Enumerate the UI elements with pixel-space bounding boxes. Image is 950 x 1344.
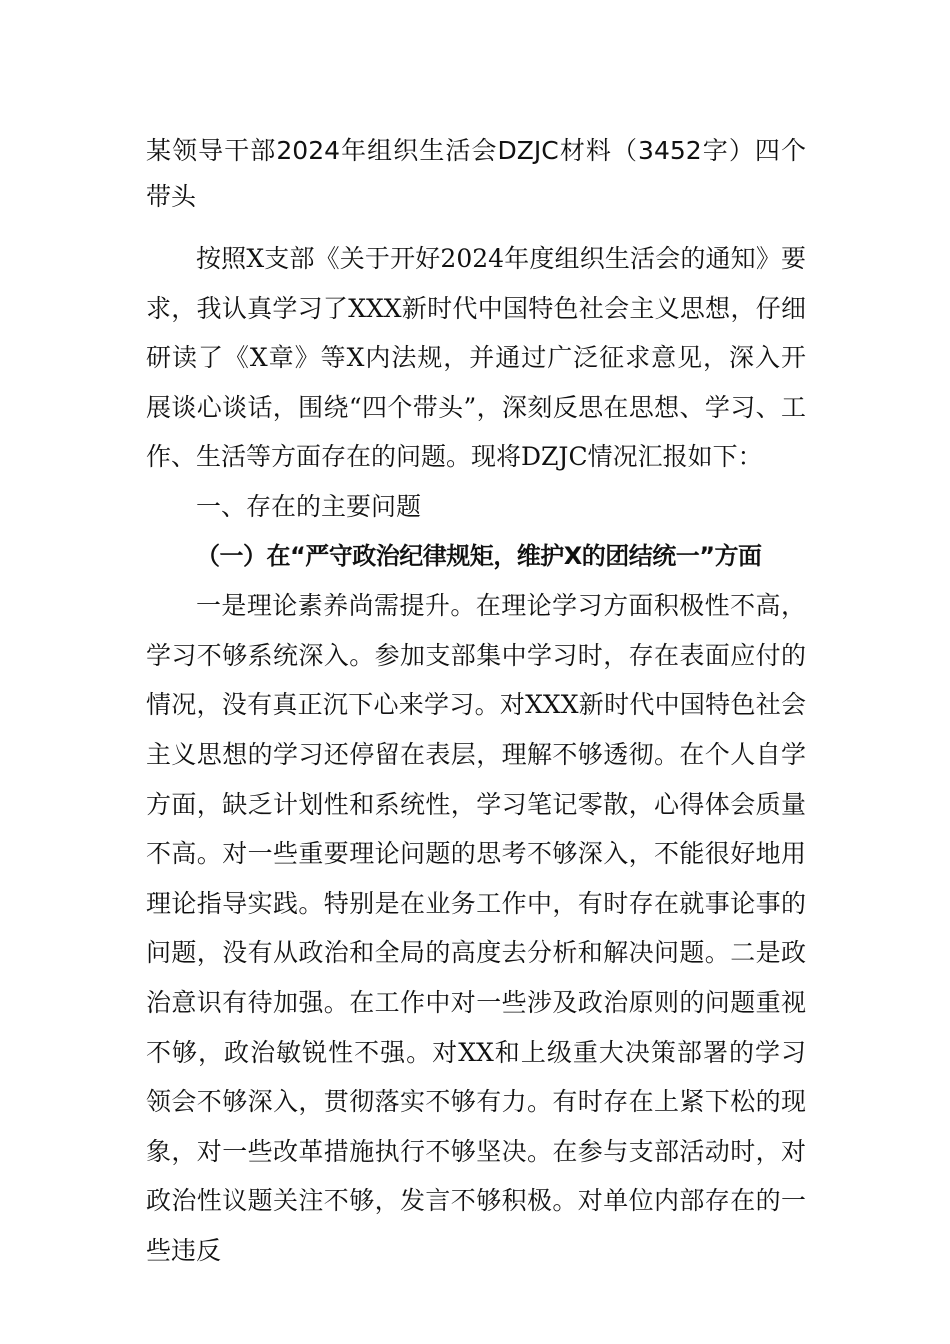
document-title: 某领导干部2024年组织生活会DZJC材料（3452字）四个带头 (146, 136, 806, 211)
intro-paragraph: 按照X支部《关于开好2024年度组织生活会的通知》要求，我认真学习了XXX新时代中国特色社会主义思想，仔细研读了《X章》等X内法规，并通过广泛征求意见，深入开展谈心谈话，围绕“四个带头”，深刻反思在思想、学习、工作、生活等方面存在的问题。现将DZJC情况汇报如下： (146, 244, 806, 472)
document-body (146, 128, 806, 1275)
subsection-heading-political-discipline: （一）在“严守政治纪律规矩，维护X的团结统一”方面 (196, 541, 762, 570)
body-paragraph: 一是理论素养尚需提升。在理论学习方面积极性不高，学习不够系统深入。参加支部集中学习时，存在表面应付的情况，没有真正沉下心来学习。对XXX新时代中国特色社会主义思想的学习还停留在表层，理解不够透彻。在个人自学方面，缺乏计划性和系统性，学习笔记零散，心得体会质量不高。对一些重要理论问题的思考不够深入，不能很好地用理论指导实践。特别是在业务工作中，有时存在就事论事的问题，没有从政治和全局的高度去分析和解决问题。二是政治意识有待加强。在工作中对一些涉及政治原则的问题重视不够，政治敏锐性不强。对XX和上级重大决策部署的学习领会不够深入，贯彻落实不够有力。有时存在上紧下松的现象，对一些改革措施执行不够坚决。在参与支部活动时，对政治性议题关注不够，发言不够积极。对单位内部存在的一些违反 (146, 591, 806, 1265)
section-heading-main-problems: 一、存在的主要问题 (196, 491, 422, 521)
